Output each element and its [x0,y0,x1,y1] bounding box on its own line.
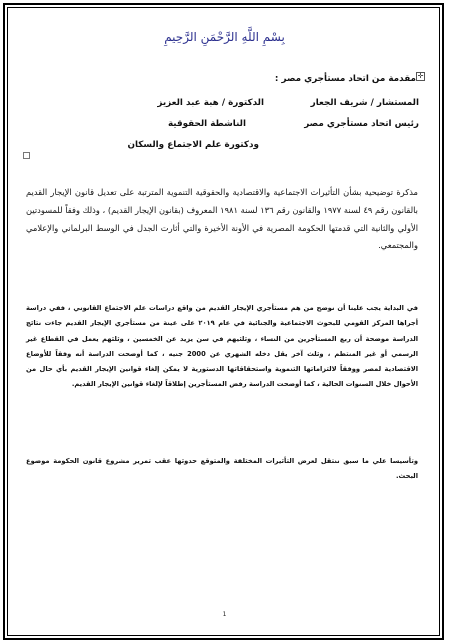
doctor-name: الدكتورة / هبة عبد العزيز [157,98,264,108]
counselor-name: المستشار / شريف الجعار [310,98,419,108]
basmala-heading: بِسْمِ اللَّهِ الرَّحْمَنِ الرَّحِيمِ [164,30,285,44]
table-move-handle-icon[interactable]: ✛ [417,72,424,80]
body-paragraph-2: في البداية يجب علينا أن نوضح من هم مستأجري الإيجار القديم من واقع دراسات علم الاجتماع القانوني ، ففي دراسة أجراها المركز القومي للبحوث الاجتماعية والجنائية في عام ٢٠١٩ على عينة من مستأجري الإيجار القديم جاءت نتائج الدراسة موضحة أن ربع المستأجرين من النساء ، وثلثيهم في سن يزيد عن الخمسين ، وثلثهم يعمل في القطاع غير الرسمي أو غير المنتظم ، وثلث آخر يقل دخله الشهري عن 2000 جنيه ، كما أوضحت الدراسة أنه وفقاً للأوضاع الاقتصادية لمصر ووفقاً لالتزاماتها التنموية واستحقاقاتها الدستورية لا يمكن إلغاء قوانين الإيجار القديم بأي حال من الأحوال خلال السنوات الحالية ، كما أوضحت الدراسة رفض المستأجرين إطلاقاً لإلغاء قوانين الإيجار القديم. [26,304,418,389]
counselor-title: رئيس اتحاد مستأجري مصر [304,119,419,129]
intro-line: مقدمة من اتحاد مستأجري مصر : [274,74,416,84]
body-paragraph-1: مذكرة توضيحية بشأن التأثيرات الاجتماعية والاقتصادية والحقوقية التنموية المترتبة على تعديل قانون الإيجار القديم بالقانون رقم ٤٩ لسنة ١٩٧٧ والقانون رقم ١٣٦ لسنة ١٩٨١ المعروف (بقانون الإيجار القديم) ، وذلك وفقاً للمسودتين الأولي والثانية التي قدمتها الحكومة المصرية في الأونة الأخيرة والتي أثارت الجدل في الوسط البرلماني والإعلامي والمجتمعي. [26,187,418,251]
body-paragraph-3: وتأسيسا علي ما سبق ننتقل لعرض التأثيرات المختلفة والمتوقع حدوثها عقب تمرير مشروع قانون الحكومة موضوع البحث. [26,457,418,481]
doctor-title-2: ودكتورة علم الاجتماع والسكان [127,140,259,150]
doctor-title-1: الناشطة الحقوقية [167,119,246,129]
page-number: 1 [222,611,227,618]
paragraph-mark-icon [23,152,30,159]
